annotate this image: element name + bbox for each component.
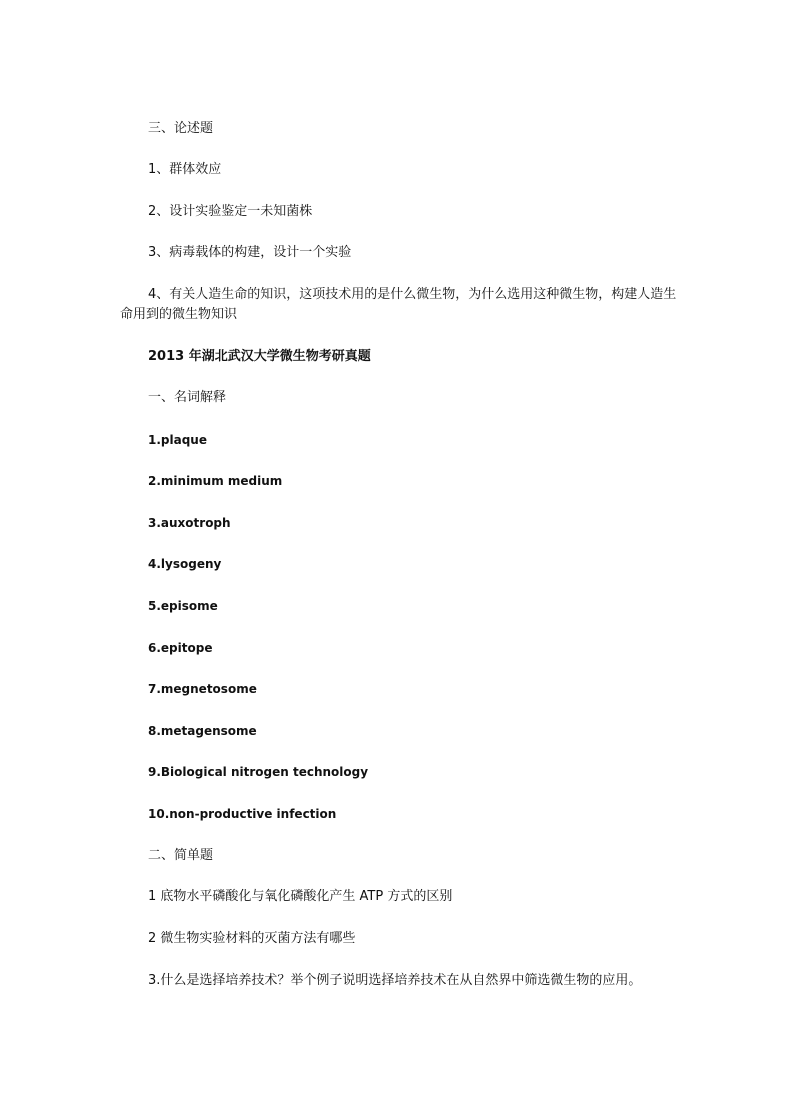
section-2-title: 二、简单题 bbox=[148, 848, 214, 863]
term-item-4: 4.lysogeny bbox=[148, 557, 222, 571]
section-3-item-2: 2、设计实验鉴定一未知菌株 bbox=[148, 204, 313, 219]
term-item-6: 6.epitope bbox=[148, 641, 213, 655]
exam-title: 2013 年湖北武汉大学微生物考研真题 bbox=[148, 349, 371, 364]
term-item-8: 8.metagensome bbox=[148, 724, 257, 738]
term-item-3: 3.auxotroph bbox=[148, 516, 231, 530]
section-3-item-1: 1、群体效应 bbox=[148, 162, 222, 177]
term-item-5: 5.episome bbox=[148, 599, 218, 613]
section-3-item-4: 4、有关人造生命的知识，这项技术用的是什么微生物，为什么选用这种微生物，构建人造生命用到的微生物知识 bbox=[120, 287, 677, 322]
section-3-item-3: 3、病毒载体的构建，设计一个实验 bbox=[148, 245, 352, 260]
question-item-2: 2 微生物实验材料的灭菌方法有哪些 bbox=[148, 931, 356, 946]
term-item-1: 1.plaque bbox=[148, 433, 207, 447]
term-item-2: 2.minimum medium bbox=[148, 474, 283, 488]
term-item-9: 9.Biological nitrogen technology bbox=[148, 765, 369, 779]
section-3-title: 三、论述题 bbox=[148, 121, 214, 136]
section-1-title: 一、名词解释 bbox=[148, 390, 227, 405]
term-item-10: 10.non-productive infection bbox=[148, 807, 337, 821]
question-item-1: 1 底物水平磷酸化与氧化磷酸化产生 ATP 方式的区别 bbox=[148, 889, 453, 904]
term-item-7: 7.megnetosome bbox=[148, 682, 257, 696]
question-item-3: 3.什么是选择培养技术？举个例子说明选择培养技术在从自然界中筛选微生物的应用。 bbox=[148, 973, 642, 988]
